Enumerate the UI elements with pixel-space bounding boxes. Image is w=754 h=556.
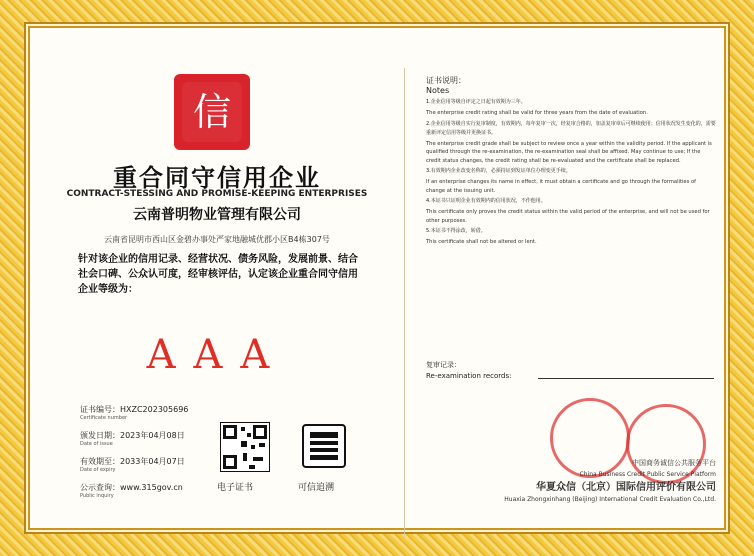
right-panel	[404, 28, 724, 528]
field-cert-number-zh: 证书编号：HXZC202305696	[80, 405, 189, 414]
note-2-zh: 2.企业信用等级自实行复审制度，有效期内，每年复审一次，经复审合格的，加盖复审章后可继续使用；信用状况发生变化的，需要重新评定信用等级并更换证书。	[426, 120, 716, 136]
note-1-zh: 1.企业信用等级自评定之日起有效期为三年。	[426, 99, 526, 105]
field-expiry-date	[80, 456, 230, 480]
note-4-en: This certificate only proves the credit status within the valid period of the enterprise, and will not be used for other purposes.	[426, 209, 710, 224]
note-3-zh: 3.有效期内企业改变名称的，必须持证到发证单位办理变更手续。	[426, 168, 571, 174]
field-issue-date-en: Date of issue	[80, 441, 113, 447]
note-4-zh: 4.本证书只证明企业有效期内的信用状况，不作他用。	[426, 198, 546, 204]
qr-code-icon[interactable]	[220, 422, 270, 472]
left-panel	[30, 28, 404, 528]
certificate-description: 针对该企业的信用记录、经营状况、债务风险，发展前景、结合社会口碑、公众认可度，经审核评估，认定该企业重合同守信用企业等级为：	[78, 254, 358, 295]
page-subtitle: CONTRACT-STESSING AND PROMISE-KEEPING ENTERPRISES	[66, 189, 368, 199]
field-public-inquiry	[80, 482, 230, 506]
notes-section	[426, 76, 716, 247]
credit-logo-icon	[174, 74, 250, 150]
company-address: 云南省昆明市西山区金碧办事处严家地融城优郡小区B4栋307号	[104, 235, 330, 244]
field-public-inquiry-zh: 公示查询：www.315gov.cn	[80, 483, 183, 492]
note-3-en: If an enterprise changes its name in effect, it must obtain a certificate and go through the formalities of change at the issuing unit.	[426, 179, 696, 194]
platform-name-en: China Business Credit Public Service Platform	[579, 471, 716, 478]
page-title: 重合同守信用企业	[113, 163, 321, 192]
trace-label: 可信追溯	[298, 483, 335, 493]
field-cert-number-en: Certificate number	[80, 415, 128, 421]
note-5-en: This certificate shall not be altered or lent.	[426, 239, 537, 245]
certificate-inner-panel	[30, 28, 724, 528]
field-expiry-date-zh: 有效期至：2033年04月07日	[80, 457, 185, 466]
note-5-zh: 5.本证书不得涂改，转借。	[426, 228, 486, 234]
issuer-block	[426, 458, 716, 503]
field-expiry-date-en: Date of expiry	[80, 467, 116, 473]
reexam-title-en: Re-examination records:	[426, 372, 512, 380]
issuer-name-zh: 华夏众信（北京）国际信用评价有限公司	[536, 482, 716, 493]
note-2-en: The enterprise credit grade shall be subject to review once a year within the validity period. If the applicant is qualified through the re-examination, the re-examination seal shall be affixed. May continue to use; If the credit status changes, the credit rating shall be re-evaluated and the certificate shall be replaced.	[426, 140, 712, 164]
reexam-section	[426, 360, 716, 380]
note-1-en: The enterprise credit rating shall be valid for three years from the date of evaluation.	[426, 110, 648, 116]
platform-name: 中国商务诚信公共服务平台	[632, 459, 716, 467]
field-issue-date	[80, 430, 230, 454]
e-certificate-label: 电子证书	[217, 483, 254, 493]
field-issue-date-zh: 颁发日期：2023年04月08日	[80, 431, 185, 440]
qr-code-svg	[221, 423, 269, 471]
notes-title-en: Notes	[426, 86, 450, 95]
reexam-line	[538, 378, 714, 379]
trust-trace-svg	[300, 422, 348, 470]
field-cert-number	[80, 404, 230, 428]
trust-trace-icon[interactable]	[300, 422, 348, 470]
issuer-name-en: Huaxia Zhongxinhang (Beijing) International Credit Evaluation Co.,Ltd.	[504, 496, 716, 503]
company-name: 云南普明物业管理有限公司	[133, 207, 301, 223]
notes-title-zh: 证书说明：	[426, 76, 466, 85]
credit-grade: AAA	[146, 332, 288, 378]
credit-logo-svg	[174, 74, 250, 150]
certificate-fields	[80, 404, 230, 508]
reexam-title-zh: 复审记录：	[426, 361, 461, 369]
credit-logo-glyph: 信	[192, 90, 232, 134]
field-public-inquiry-en: Public inquiry	[80, 493, 114, 499]
